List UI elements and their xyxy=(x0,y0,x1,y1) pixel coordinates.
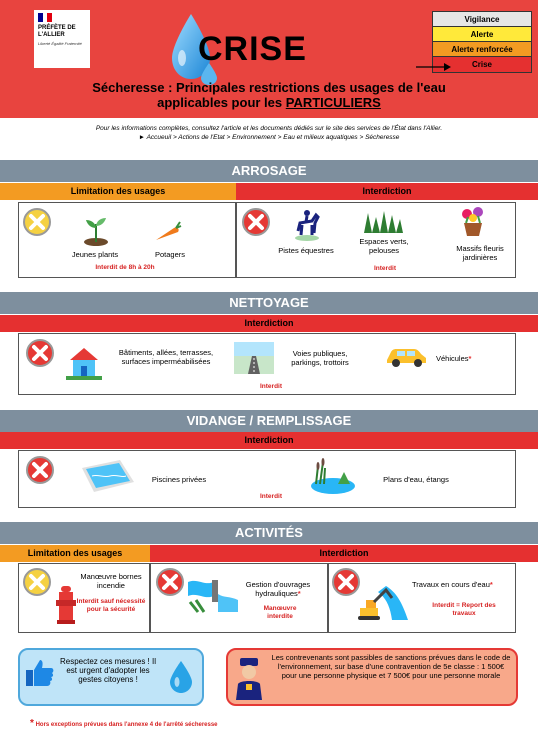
limited-icon xyxy=(22,567,52,597)
horse-rider-icon xyxy=(292,207,322,241)
exception-star: * xyxy=(468,354,472,363)
item-plans-eau: Plans d'eau, étangs xyxy=(383,475,449,484)
subtitle-line1: Sécheresse : Principales restrictions des usages de l'eau xyxy=(92,80,446,95)
footnote xyxy=(30,718,218,729)
item-pistes-equestres: Pistes équestres xyxy=(278,246,334,255)
fire-hydrant-icon xyxy=(56,584,76,626)
forbidden-icon xyxy=(25,338,55,368)
arrosage-limited-note: Interdit de 8h à 20h xyxy=(95,264,155,271)
level-crise: Crise xyxy=(433,57,531,72)
item-travaux xyxy=(412,580,516,589)
item-potagers: Potagers xyxy=(154,250,186,259)
header-banner xyxy=(0,0,538,118)
level-alerte: Alerte xyxy=(433,27,531,42)
excavator-icon xyxy=(356,582,412,622)
vidange-interdiction-bar: Interdiction xyxy=(0,432,538,449)
flower-pot-icon xyxy=(458,205,488,237)
poster-subtitle xyxy=(0,80,538,110)
item-batiments: Bâtiments, allées, terrasses, surfaces imperméabilisées xyxy=(118,348,214,366)
water-drop-icon xyxy=(168,660,194,694)
car-icon xyxy=(384,346,428,368)
level-alerte-renforcee: Alerte renforcée xyxy=(433,42,531,57)
alert-level-title: CRISE xyxy=(198,30,307,68)
forbidden-icon xyxy=(155,567,185,597)
thumbs-up-icon xyxy=(26,658,54,688)
activites-limitation-bar: Limitation des usages xyxy=(0,545,150,562)
forbidden-icon xyxy=(241,207,271,237)
dam-icon xyxy=(188,572,238,614)
item-ouvrages xyxy=(240,580,316,598)
young-plant-icon xyxy=(82,214,110,246)
carrot-icon xyxy=(152,220,182,244)
prefecture-name: PRÉFÈTE DE L'ALLIER xyxy=(38,25,76,38)
item-vehicules xyxy=(436,354,496,363)
exception-star: * xyxy=(489,580,493,589)
current-level-arrow-icon xyxy=(416,62,452,72)
house-icon xyxy=(66,344,102,380)
travaux-note: Interdit = Report des travaux xyxy=(432,602,496,617)
nettoyage-interdiction-bar: Interdiction xyxy=(0,315,538,332)
travaux-label: Travaux en cours d'eau xyxy=(412,580,490,589)
subtitle-prefix: applicables pour les xyxy=(157,95,286,110)
arrosage-interdiction-bar: Interdiction xyxy=(236,183,538,200)
road-icon xyxy=(234,342,274,374)
activites-interdiction-bar: Interdiction xyxy=(150,545,538,562)
vidange-note: Interdit xyxy=(259,493,283,500)
info-breadcrumb: ► Accueuil > Actions de l'Etat > Environnement > Eau et milieux aquatiques > Sécheresse xyxy=(138,134,400,141)
footnote-star: * xyxy=(30,718,34,729)
republic-motto: Liberté Égalité Fraternité xyxy=(38,41,82,46)
item-piscines: Piscines privées xyxy=(151,475,207,484)
bornes-note: Interdit sauf nécessité pour la sécurité xyxy=(76,598,146,613)
item-voies-publiques: Voies publiques, parkings, trottoirs xyxy=(291,349,349,367)
pond-icon xyxy=(310,458,356,494)
grass-icon xyxy=(362,209,404,233)
ouvrages-note: Manœuvre interdite xyxy=(263,605,297,620)
citizen-message: Respectez ces mesures ! Il est urgent d'adopter les gestes citoyens ! xyxy=(59,657,157,684)
prefecture-logo xyxy=(34,10,90,68)
section-nettoyage-title: NETTOYAGE xyxy=(0,292,538,314)
pool-icon xyxy=(78,458,136,494)
police-officer-icon xyxy=(234,656,264,700)
info-text xyxy=(0,124,538,142)
arrosage-forbidden-note: Interdit xyxy=(373,265,397,272)
item-massifs-fleuris: Massifs fleuris jardinières xyxy=(456,244,504,262)
ouvrages-label: Gestion d'ouvrages hydrauliques xyxy=(245,580,311,598)
section-vidange-title: VIDANGE / REMPLISSAGE xyxy=(0,410,538,432)
arrosage-limitation-bar: Limitation des usages xyxy=(0,183,236,200)
sanctions-message: Les contrevenants sont passibles de sanctions prévues dans le code de l'environnement, sur base d'une contravention de 5e classe : 1 500€ pour une personne physique et 7 500€ pour une personne morale xyxy=(271,653,511,680)
nettoyage-note: Interdit xyxy=(259,383,283,390)
exception-star: * xyxy=(297,589,301,598)
forbidden-icon xyxy=(25,455,55,485)
vehicules-label: Véhicules xyxy=(436,354,469,363)
subtitle-line2 xyxy=(0,95,538,110)
item-bornes: Manœuvre bornes incendie xyxy=(80,572,142,590)
marianne-flag-icon xyxy=(38,13,52,22)
section-activites-title: ACTIVITÉS xyxy=(0,522,538,544)
level-vigilance: Vigilance xyxy=(433,12,531,27)
subtitle-target: PARTICULIERS xyxy=(285,95,381,110)
footnote-text: Hors exceptions prévues dans l'annexe 4 de l'arrêté sécheresse xyxy=(35,722,218,728)
item-espaces-verts: Espaces verts, pelouses xyxy=(359,237,409,255)
info-line1: Pour les informations complètes, consultez l'article et les documents dédiés sur le site des services de l'État dans l'Allier. xyxy=(95,125,443,132)
item-jeunes-plants: Jeunes plants xyxy=(71,250,119,259)
limited-icon xyxy=(22,207,52,237)
section-arrosage-title: ARROSAGE xyxy=(0,160,538,182)
